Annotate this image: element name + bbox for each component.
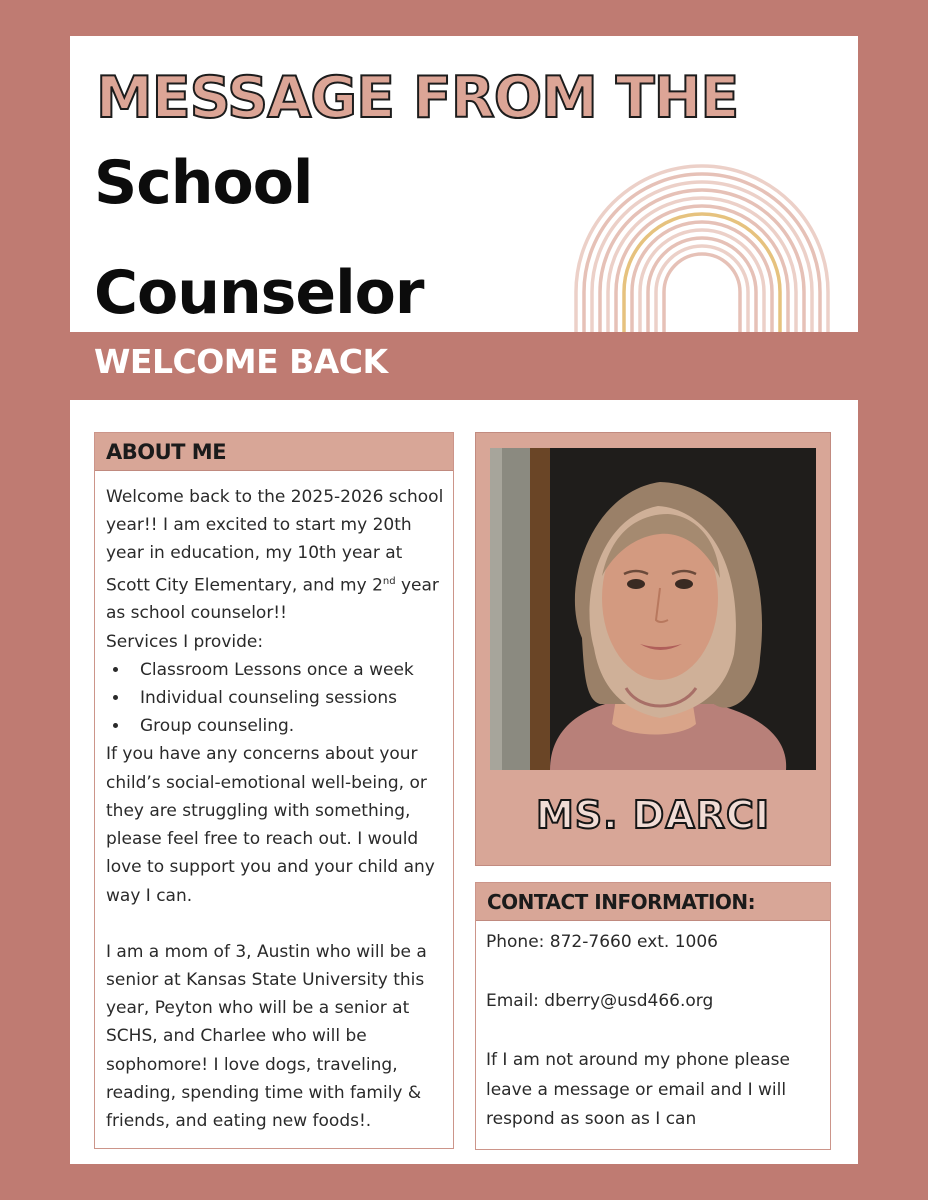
- contact-body: [476, 921, 830, 1135]
- profile-card: [475, 432, 831, 866]
- rainbow-graphic: [570, 164, 834, 332]
- contact-note: If I am not around my phone please leave a message or email and I will respond as soon as I can: [486, 1050, 790, 1129]
- counselor-photo: [490, 448, 816, 770]
- services-list: [106, 656, 447, 741]
- contact-section: [475, 882, 831, 1150]
- title-line-school: School: [94, 148, 313, 218]
- concerns-paragraph: If you have any concerns about your child’s social-emotional well-being, or they are struggling with something, please feel free to reach out. I would love to support you and your child any way I can.: [106, 744, 435, 906]
- main-card: [70, 400, 858, 1164]
- family-paragraph: I am a mom of 3, Austin who will be a senior at Kansas State University this year, Peyton who will be a senior at SCHS, and Charlee who will be sophomore! I love dogs, traveling, reading, spending time with family & friends, and eating new foods!.: [106, 941, 427, 1131]
- contact-email[interactable]: Email: dberry@usd466.org: [486, 991, 714, 1011]
- list-item: • Group counseling.: [130, 712, 447, 740]
- intro-end-text: year as school counselor!!: [106, 575, 439, 624]
- about-me-section: [94, 432, 454, 1149]
- counselor-name: MS. DARCI: [535, 793, 771, 837]
- headline: MESSAGE FROM THE: [96, 65, 739, 131]
- header-card: [70, 36, 858, 332]
- title-line-counselor: Counselor: [94, 258, 424, 328]
- list-item: • Classroom Lessons once a week: [130, 656, 447, 684]
- services-label: Services I provide:: [106, 631, 264, 652]
- intro-text: Welcome back to the 2025-2026 school year!! I am excited to start my 20th year in education, my 10th year at Scott City Elementary, and my 2: [106, 487, 444, 596]
- paragraph-gap: [106, 910, 447, 938]
- portrait-illustration: [490, 448, 816, 770]
- contact-phone[interactable]: Phone: 872-7660 ext. 1006: [486, 932, 718, 952]
- about-me-heading: ABOUT ME: [95, 433, 453, 471]
- spacer: [486, 1017, 820, 1047]
- welcome-banner: WELCOME BACK: [94, 342, 388, 381]
- intro-superscript: nd: [382, 575, 396, 587]
- spacer: [486, 958, 820, 988]
- contact-heading: CONTACT INFORMATION:: [476, 883, 830, 921]
- list-item: • Individual counseling sessions: [130, 684, 447, 712]
- about-intro: [106, 483, 447, 628]
- about-me-body: [95, 471, 453, 1135]
